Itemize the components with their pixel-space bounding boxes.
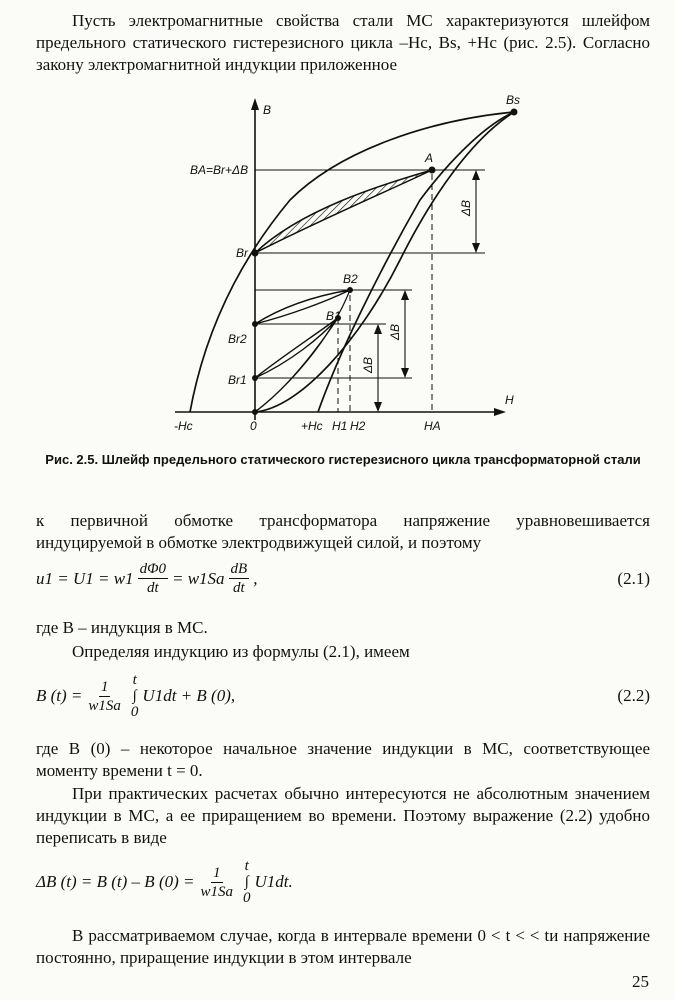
- paragraph-determine: Определяя индукцию из формулы (2.1), имеем: [72, 642, 410, 661]
- paragraph-b0-def: где B (0) – некоторое начальное значение индукции в МС, соответствующее моменту времени t = 0.: [36, 739, 650, 780]
- hysteresis-figure: [0, 90, 675, 445]
- lower-branch: [318, 112, 514, 412]
- label-ba: BA=Br+ΔB: [190, 163, 249, 177]
- label-br1: Br1: [228, 373, 247, 387]
- label-a: A: [425, 151, 434, 165]
- paragraph-considered-case: В рассматриваемом случае, когда в интервале времени 0 < t < < tи напряжение постоянно, приращение индукции в этом интервале: [36, 926, 650, 967]
- eq2-number: (2.2): [617, 686, 650, 705]
- label-delta-b-low: ΔB: [361, 356, 375, 373]
- equation-2-1: [36, 560, 650, 597]
- eq1-lhs: u1 = U1 = w1: [36, 568, 134, 588]
- axis-h-label: H: [505, 393, 514, 407]
- eq2-frac: $\frac{1}{w1Sa}$: [88, 678, 121, 714]
- eq1-number: (2.1): [617, 568, 650, 588]
- h-axis-arrow: [494, 408, 506, 416]
- tick-minus-hc: -Hc: [174, 419, 193, 433]
- eq2-integral: t ∫ 0: [130, 672, 139, 720]
- equation-2-2: [36, 672, 650, 720]
- axis-b-label: B: [263, 103, 272, 117]
- label-br2: Br2: [228, 332, 247, 346]
- eq3-lhs: ΔB (t) = B (t) – B (0) =: [36, 872, 195, 891]
- tick-plus-hc: +Hc: [301, 419, 323, 433]
- initial-curve: [255, 112, 514, 412]
- eq1-frac1: $\frac{d\Phi 0}{dt}$: [139, 561, 166, 596]
- tick-h2: H2: [350, 419, 366, 433]
- equation-delta-b: [36, 858, 650, 906]
- eq1-frac2: $\frac{dB}{dt}$: [230, 561, 248, 596]
- eq3-integral: t ∫ 0: [243, 858, 251, 906]
- tick-ha: HA: [424, 419, 441, 433]
- label-br: Br: [236, 246, 248, 260]
- eq3-rhs: U1dt.: [254, 872, 293, 891]
- paragraph-winding: к первичной обмотке трансформатора напряжение уравновешивается индуцируемой в обмотке электродвижущей силой, и поэтому: [36, 511, 650, 552]
- b-axis-arrow: [251, 98, 259, 110]
- paragraph-b-def: где B – индукция в МС.: [36, 618, 208, 637]
- eq2-rhs: U1dt + B (0),: [142, 686, 236, 705]
- tick-h1: H1: [332, 419, 348, 433]
- figure-caption: Рис. 2.5. Шлейф предельного статического гистерезисного цикла трансформаторной стали: [45, 452, 641, 467]
- eq3-frac: $\frac{1}{w1Sa}$: [200, 864, 234, 900]
- paragraph-practical: При практических расчетах обычно интересуются не абсолютным значением индукции в МС, а ее приращением во времени. Поэтому выражение (2.2) удобно переписать в виде: [36, 784, 650, 847]
- eq1-tail: ,: [253, 568, 258, 588]
- label-b2: B2: [343, 272, 358, 286]
- label-b1: B1: [326, 309, 341, 323]
- label-delta-b-mid: ΔB: [388, 323, 402, 340]
- eq2-lhs: B (t) =: [36, 686, 83, 705]
- paragraph-intro: Пусть электромагнитные свойства стали МС характеризуются шлейфом предельного статического гистерезисного цикла –Hc, Bs, +Hc (рис. 2.5). Согласно закону электромагнитной индукции приложенное: [36, 11, 650, 74]
- eq1-mid: = w1Sa: [171, 568, 225, 588]
- label-delta-b-top: ΔB: [459, 199, 473, 216]
- page-number: 25: [632, 972, 649, 991]
- label-bs: Bs: [506, 93, 521, 107]
- tick-zero: 0: [250, 419, 257, 433]
